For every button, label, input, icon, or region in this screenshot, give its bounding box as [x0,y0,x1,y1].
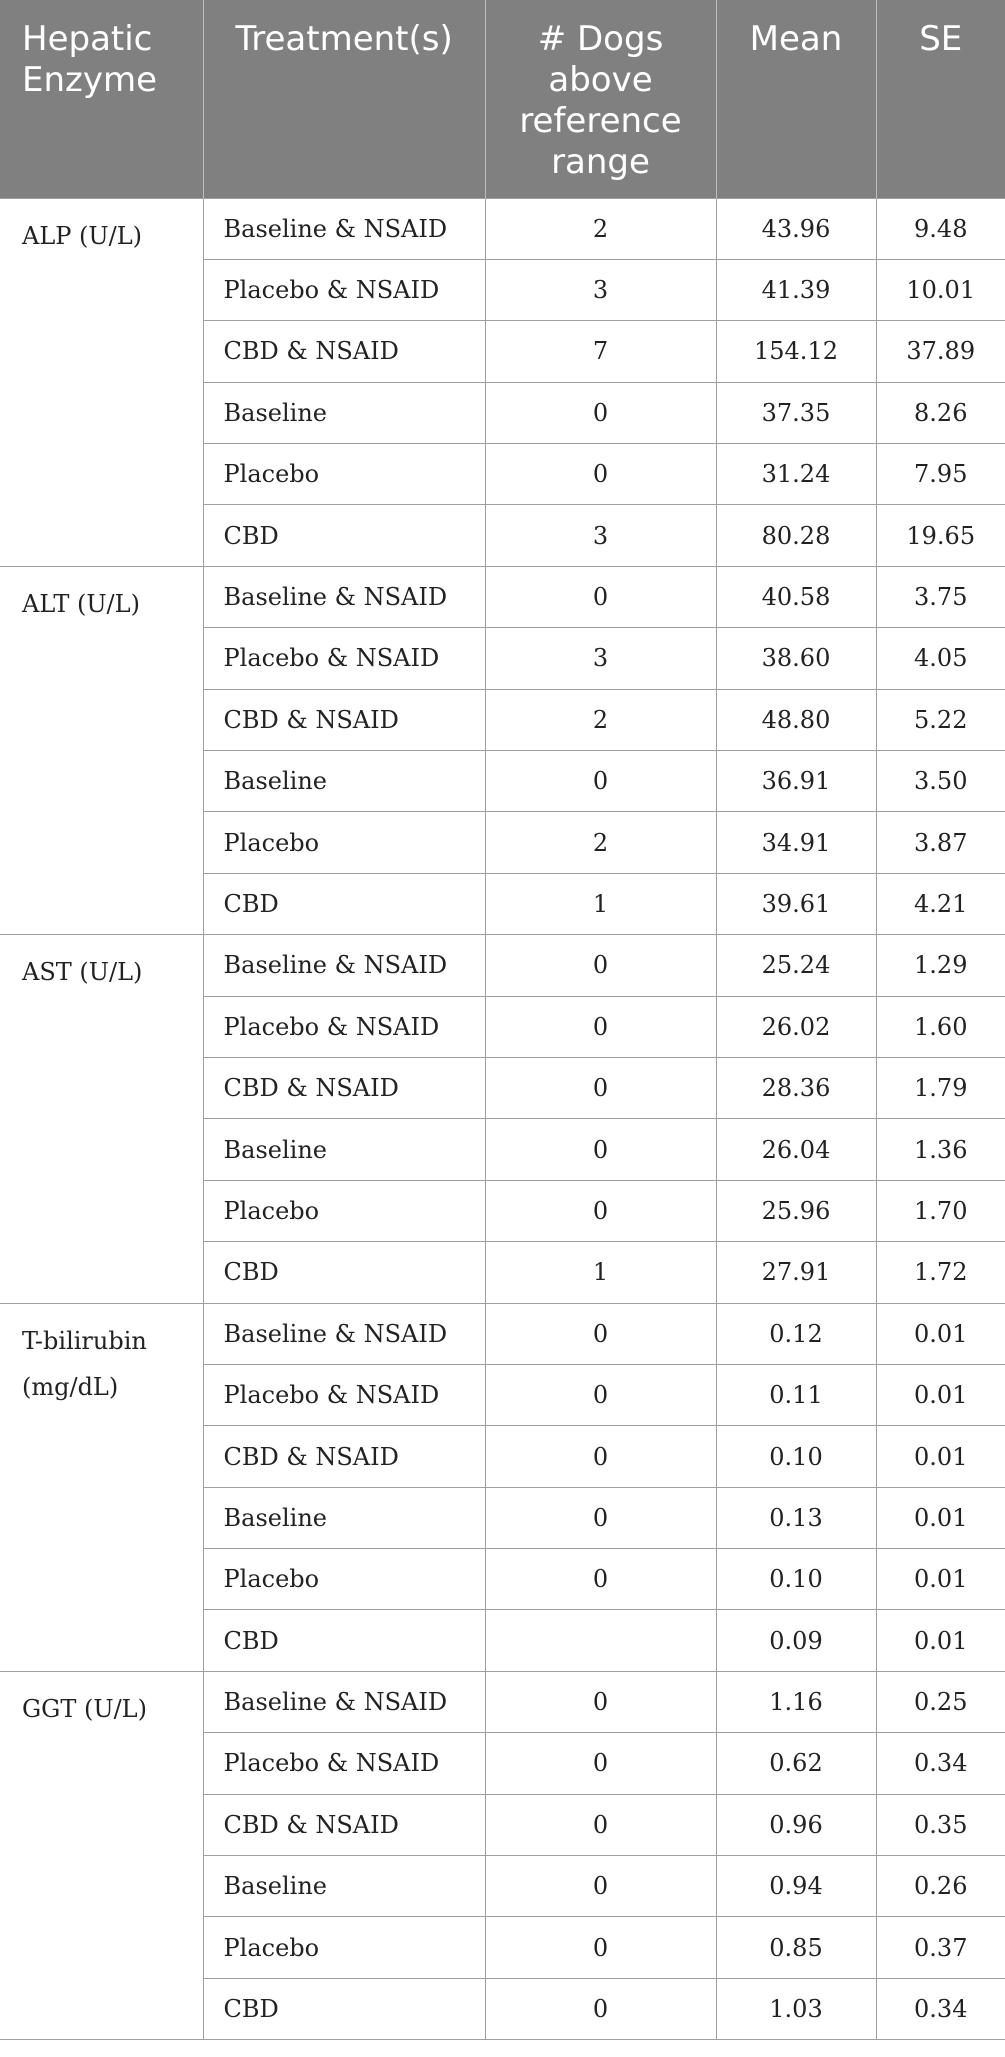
treatment-cell: Placebo [203,1549,485,1610]
dogs-cell: 0 [485,1364,716,1425]
mean-cell: 154.12 [716,321,876,382]
mean-cell: 48.80 [716,689,876,750]
treatment-cell: Baseline [203,1487,485,1548]
dogs-cell: 0 [485,1794,716,1855]
mean-cell: 25.96 [716,1180,876,1241]
table-row [0,566,1005,627]
se-cell: 0.01 [876,1303,1005,1364]
se-cell: 0.01 [876,1549,1005,1610]
se-cell: 37.89 [876,321,1005,382]
enzyme-cell: AST (U/L) [0,935,203,1303]
treatment-cell: CBD & NSAID [203,1057,485,1118]
treatment-cell: CBD & NSAID [203,1794,485,1855]
treatment-cell: Baseline [203,1856,485,1917]
table-body [0,198,1005,2040]
treatment-cell: Placebo & NSAID [203,628,485,689]
table-header [0,0,1005,198]
se-cell: 0.34 [876,1733,1005,1794]
treatment-cell: Baseline [203,382,485,443]
dogs-cell: 0 [485,382,716,443]
mean-cell: 80.28 [716,505,876,566]
dogs-cell: 0 [485,1978,716,2039]
dogs-cell: 0 [485,751,716,812]
se-cell: 9.48 [876,198,1005,259]
treatment-cell: Placebo [203,812,485,873]
treatment-cell: CBD [203,873,485,934]
dogs-cell: 0 [485,1303,716,1364]
mean-cell: 0.11 [716,1364,876,1425]
se-cell: 0.01 [876,1487,1005,1548]
header-dogs-above-range: # Dogs above reference range [485,0,716,198]
header-hepatic-enzyme: Hepatic Enzyme [0,0,203,198]
mean-cell: 37.35 [716,382,876,443]
enzyme-cell: T-bilirubin (mg/dL) [0,1303,203,1671]
se-cell: 19.65 [876,505,1005,566]
se-cell: 10.01 [876,259,1005,320]
dogs-cell: 2 [485,198,716,259]
se-cell: 0.01 [876,1364,1005,1425]
treatment-cell: Baseline [203,1119,485,1180]
mean-cell: 38.60 [716,628,876,689]
se-cell: 0.35 [876,1794,1005,1855]
table-row [0,935,1005,996]
dogs-cell: 0 [485,1917,716,1978]
dogs-cell: 7 [485,321,716,382]
treatment-cell: CBD [203,505,485,566]
dogs-cell: 1 [485,873,716,934]
se-cell: 4.21 [876,873,1005,934]
mean-cell: 40.58 [716,566,876,627]
dogs-cell: 0 [485,1856,716,1917]
mean-cell: 43.96 [716,198,876,259]
mean-cell: 0.85 [716,1917,876,1978]
treatment-cell: Placebo [203,1917,485,1978]
dogs-cell: 0 [485,1549,716,1610]
mean-cell: 0.96 [716,1794,876,1855]
se-cell: 3.75 [876,566,1005,627]
treatment-cell: CBD [203,1610,485,1671]
treatment-cell: Baseline & NSAID [203,1671,485,1732]
se-cell: 0.01 [876,1426,1005,1487]
dogs-cell: 2 [485,812,716,873]
dogs-cell: 0 [485,996,716,1057]
mean-cell: 25.24 [716,935,876,996]
mean-cell: 41.39 [716,259,876,320]
mean-cell: 39.61 [716,873,876,934]
dogs-cell: 0 [485,1426,716,1487]
header-se: SE [876,0,1005,198]
dogs-cell: 1 [485,1242,716,1303]
mean-cell: 1.16 [716,1671,876,1732]
dogs-cell: 3 [485,259,716,320]
se-cell: 1.36 [876,1119,1005,1180]
dogs-cell: 0 [485,1487,716,1548]
se-cell: 0.25 [876,1671,1005,1732]
mean-cell: 36.91 [716,751,876,812]
treatment-cell: Placebo & NSAID [203,1733,485,1794]
treatment-cell: Baseline [203,751,485,812]
treatment-cell: Placebo & NSAID [203,996,485,1057]
se-cell: 0.34 [876,1978,1005,2039]
dogs-cell: 0 [485,1180,716,1241]
enzyme-cell: ALP (U/L) [0,198,203,566]
dogs-cell: 3 [485,505,716,566]
treatment-cell: CBD & NSAID [203,321,485,382]
se-cell: 1.60 [876,996,1005,1057]
dogs-cell: 0 [485,1671,716,1732]
se-cell: 3.50 [876,751,1005,812]
se-cell: 1.79 [876,1057,1005,1118]
treatment-cell: Baseline & NSAID [203,1303,485,1364]
mean-cell: 0.62 [716,1733,876,1794]
mean-cell: 0.12 [716,1303,876,1364]
se-cell: 1.72 [876,1242,1005,1303]
se-cell: 4.05 [876,628,1005,689]
se-cell: 5.22 [876,689,1005,750]
mean-cell: 0.10 [716,1549,876,1610]
mean-cell: 0.94 [716,1856,876,1917]
treatment-cell: CBD & NSAID [203,1426,485,1487]
dogs-cell: 0 [485,566,716,627]
header-treatments: Treatment(s) [203,0,485,198]
mean-cell: 34.91 [716,812,876,873]
dogs-cell: 0 [485,1733,716,1794]
enzyme-cell: GGT (U/L) [0,1671,203,2039]
mean-cell: 27.91 [716,1242,876,1303]
dogs-cell: 0 [485,1057,716,1118]
se-cell: 1.29 [876,935,1005,996]
se-cell: 7.95 [876,444,1005,505]
mean-cell: 26.02 [716,996,876,1057]
dogs-cell: 0 [485,444,716,505]
treatment-cell: CBD & NSAID [203,689,485,750]
se-cell: 0.37 [876,1917,1005,1978]
treatment-cell: Placebo & NSAID [203,1364,485,1425]
treatment-cell: Baseline & NSAID [203,198,485,259]
mean-cell: 0.13 [716,1487,876,1548]
mean-cell: 0.10 [716,1426,876,1487]
mean-cell: 0.09 [716,1610,876,1671]
se-cell: 0.26 [876,1856,1005,1917]
se-cell: 1.70 [876,1180,1005,1241]
table-row [0,1671,1005,1732]
mean-cell: 31.24 [716,444,876,505]
mean-cell: 1.03 [716,1978,876,2039]
header-mean: Mean [716,0,876,198]
table-row [0,1303,1005,1364]
treatment-cell: Baseline & NSAID [203,566,485,627]
mean-cell: 28.36 [716,1057,876,1118]
treatment-cell: Placebo [203,444,485,505]
treatment-cell: CBD [203,1242,485,1303]
treatment-cell: Placebo & NSAID [203,259,485,320]
dogs-cell [485,1610,716,1671]
dogs-cell: 3 [485,628,716,689]
dogs-cell: 0 [485,1119,716,1180]
table-row [0,198,1005,259]
header-row [0,0,1005,198]
enzyme-cell: ALT (U/L) [0,566,203,934]
se-cell: 0.01 [876,1610,1005,1671]
treatment-cell: Baseline & NSAID [203,935,485,996]
treatment-cell: Placebo [203,1180,485,1241]
dogs-cell: 2 [485,689,716,750]
se-cell: 3.87 [876,812,1005,873]
se-cell: 8.26 [876,382,1005,443]
mean-cell: 26.04 [716,1119,876,1180]
treatment-cell: CBD [203,1978,485,2039]
dogs-cell: 0 [485,935,716,996]
